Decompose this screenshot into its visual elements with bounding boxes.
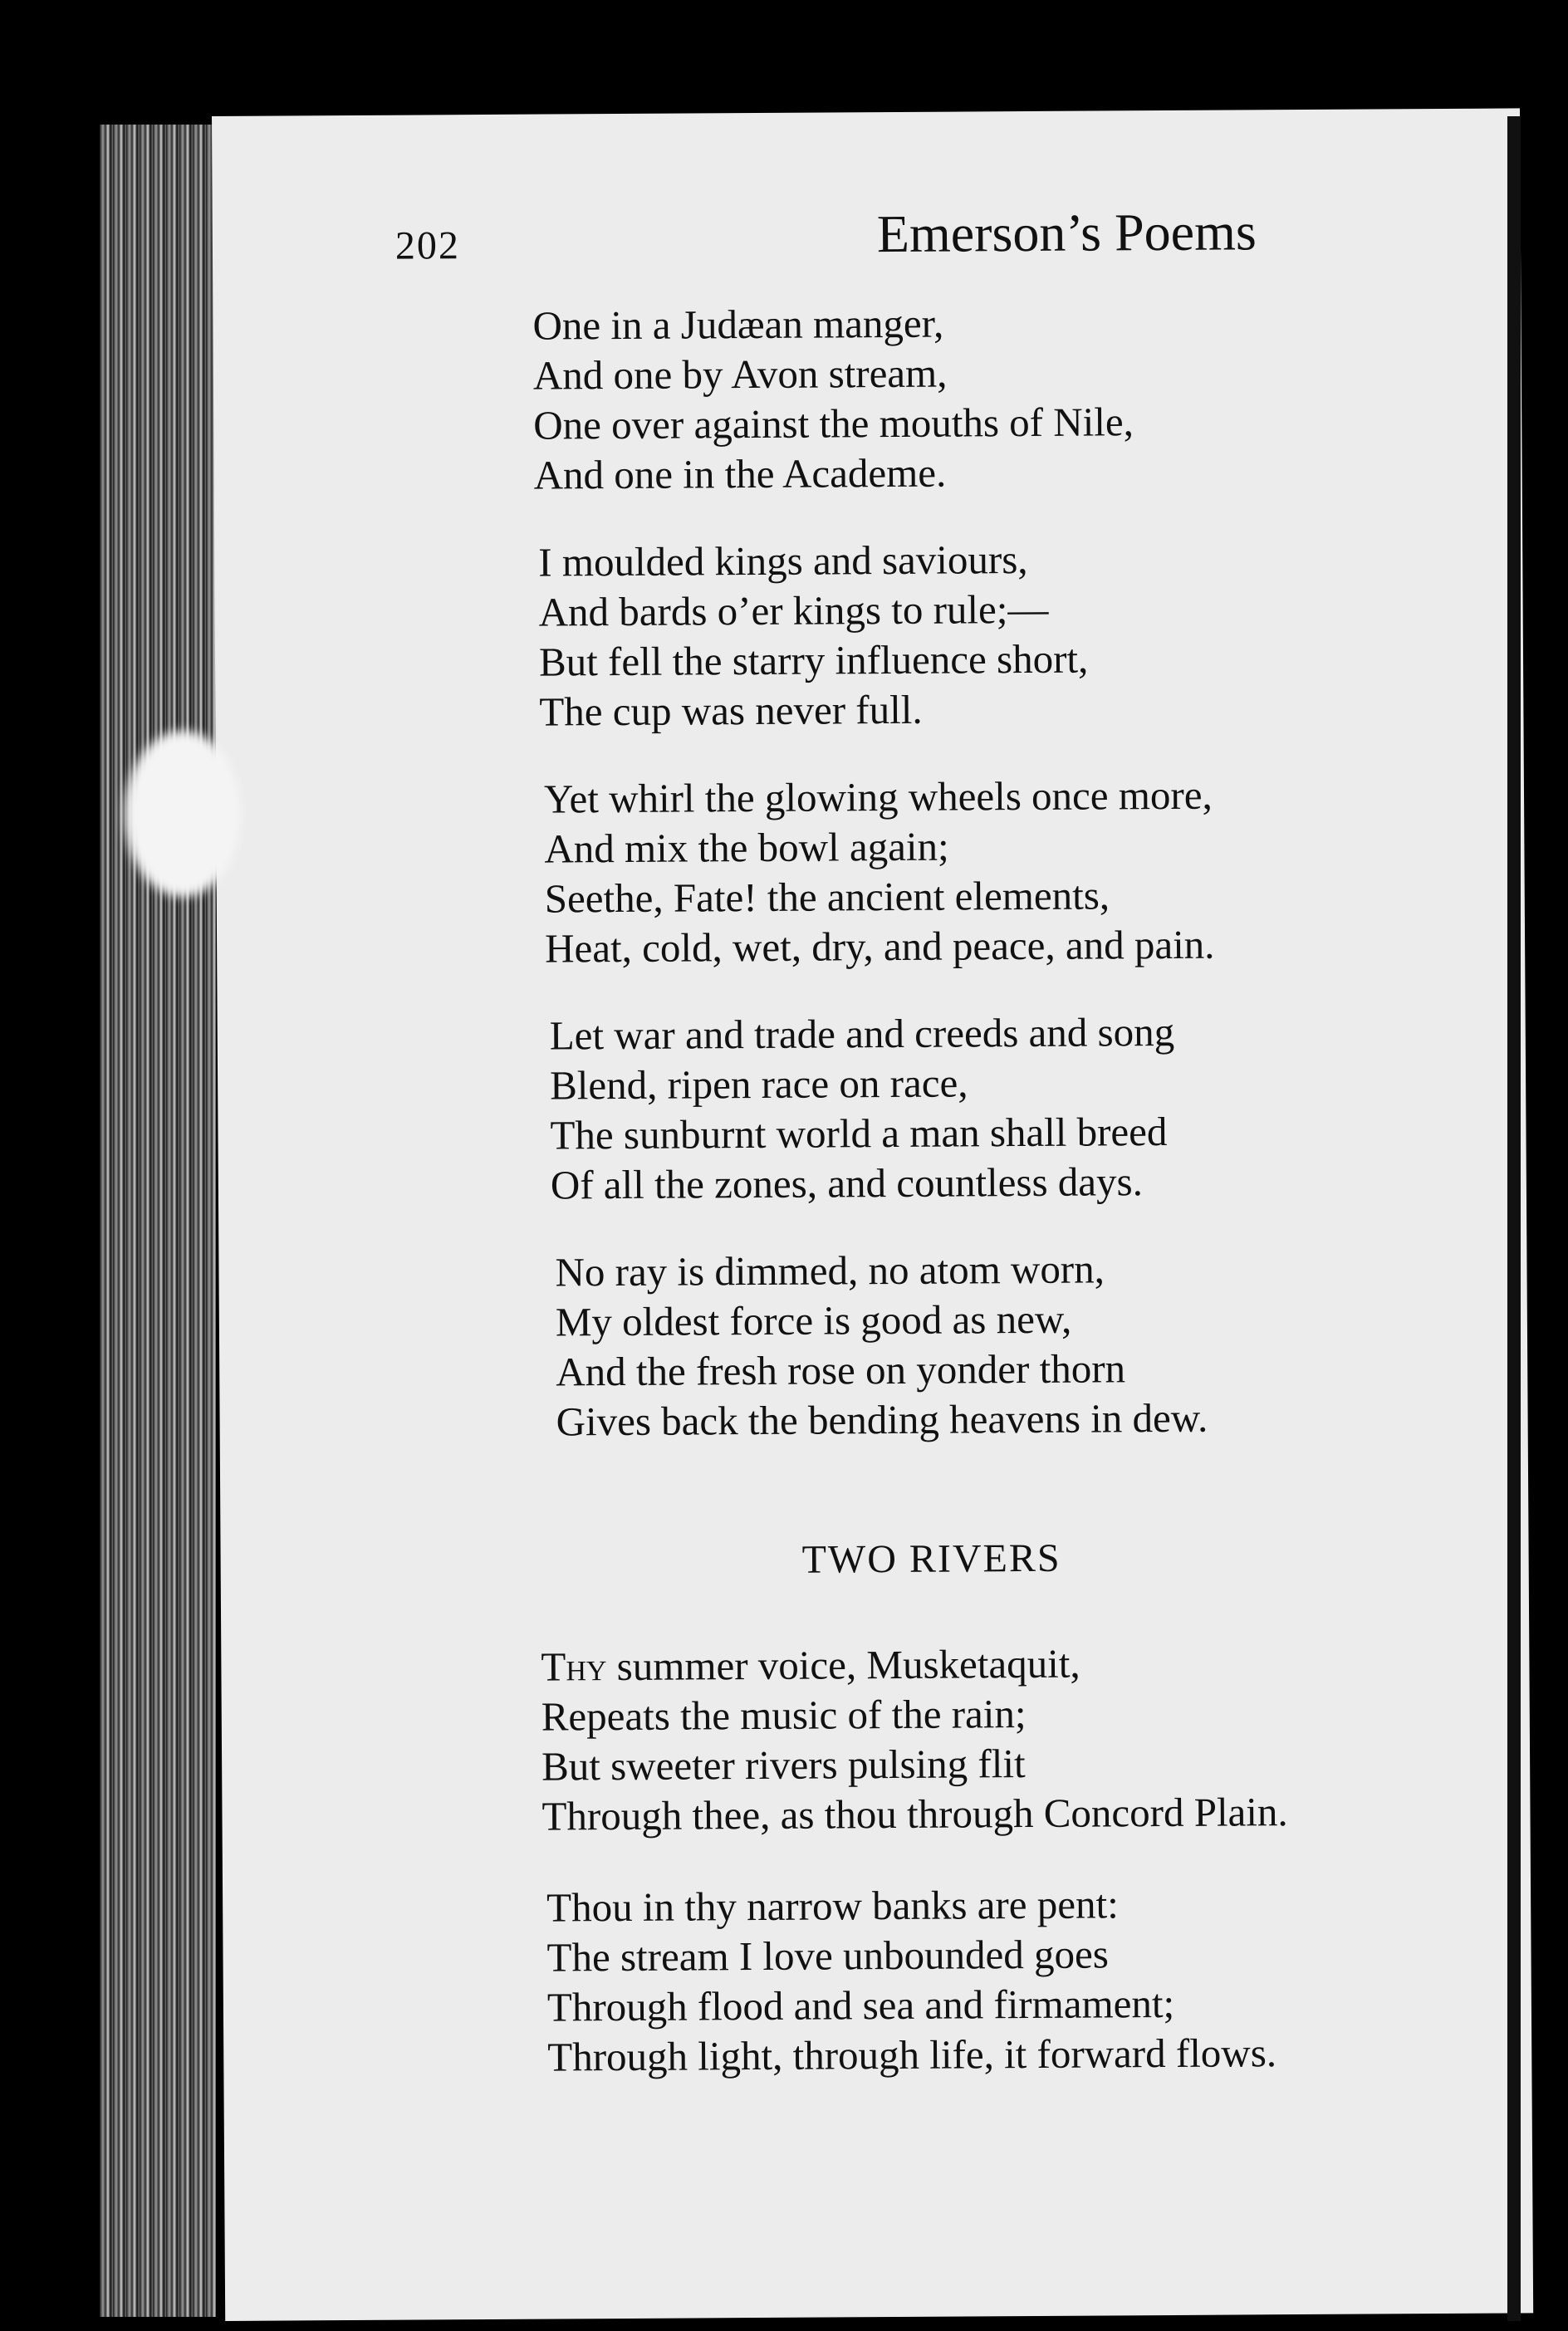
verse-line: No ray is dimmed, no atom worn, — [555, 1246, 1105, 1295]
stanza-5 — [555, 1244, 1208, 1447]
verse-line: And mix the bowl again; — [544, 823, 949, 872]
verse-line: Seethe, Fate! the ancient elements, — [544, 872, 1110, 922]
verse-line: Blend, ripen race on race, — [549, 1060, 968, 1109]
verse-line: And one by Avon stream, — [532, 350, 948, 399]
poem-title: TWO RIVERS — [801, 1535, 1061, 1582]
verse-line: Through thee, as thou through Concord Plain. — [541, 1789, 1288, 1839]
page-number: 202 — [394, 223, 461, 268]
verse-line: And one in the Academe. — [533, 449, 947, 498]
verse-line: One over against the mouths of Nile, — [533, 399, 1134, 448]
verse-line: Let war and trade and creeds and song — [549, 1008, 1175, 1059]
stanza-3 — [544, 771, 1215, 974]
page-header — [395, 200, 1476, 306]
verse-line: Gives back the bending heavens in dew. — [556, 1394, 1208, 1445]
stanza-4 — [550, 1007, 1176, 1211]
paper-blot — [125, 731, 241, 897]
verse-line-first — [541, 1638, 1287, 1692]
stanza-2 — [538, 535, 1089, 737]
verse-line: Yet whirl the glowing wheels once more, — [543, 771, 1213, 822]
stanza-1 — [532, 297, 1134, 500]
verse-line: The stream I love unbounded goes — [546, 1931, 1110, 1981]
verse-line: I moulded kings and saviours, — [538, 536, 1028, 585]
verse-line: Through flood and sea and firmament; — [546, 1980, 1175, 2030]
book-page — [212, 108, 1533, 2321]
running-title: Emerson’s Poems — [876, 202, 1257, 264]
verse-line: The cup was never full. — [539, 686, 923, 735]
drop-word: Thy — [541, 1643, 607, 1690]
verse-line: But sweeter rivers pulsing flit — [541, 1741, 1026, 1790]
verse-line: Of all the zones, and countless days. — [550, 1158, 1144, 1208]
verse-line: Through light, through life, it forward flows. — [547, 2030, 1277, 2080]
verse-line: And the fresh rose on yonder thorn — [556, 1345, 1126, 1395]
verse-line: Repeats the music of the rain; — [541, 1691, 1027, 1740]
book-page-edges — [100, 125, 216, 2317]
verse-line: The sunburnt world a man shall breed — [550, 1108, 1168, 1158]
verse-line: Heat, cold, wet, dry, and peace, and pain. — [544, 921, 1215, 972]
first-line-rest: summer voice, Musketaquit, — [606, 1640, 1080, 1690]
verse-line: Thou in thy narrow banks are pent: — [546, 1881, 1119, 1931]
two-rivers-stanza-1 — [541, 1638, 1288, 1841]
verse-line: But fell the starry influence short, — [538, 635, 1089, 685]
verse-line: My oldest force is good as new, — [555, 1295, 1072, 1345]
verse-line: One in a Judæan manger, — [532, 300, 944, 349]
page-right-edge — [1507, 116, 1521, 2321]
two-rivers-stanza-2 — [546, 1878, 1276, 2082]
verse-line: And bards o’er kings to rule;— — [538, 585, 1049, 635]
